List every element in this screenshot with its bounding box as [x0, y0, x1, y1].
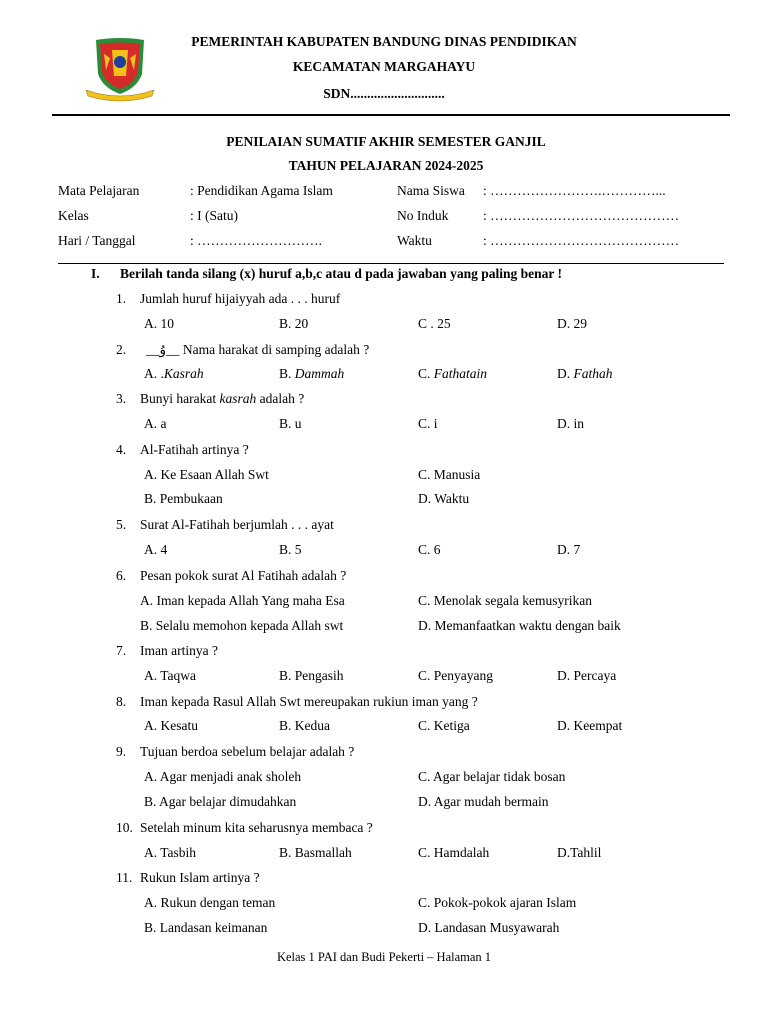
option-c[interactable]: C . 25: [418, 316, 451, 331]
section-instruction: Berilah tanda silang (x) huruf a,b,c atau d pada jawaban yang paling benar !: [120, 266, 562, 281]
option-a[interactable]: A. Taqwa: [144, 668, 197, 683]
date-label: Hari / Tanggal: [58, 233, 136, 248]
option-d[interactable]: D. Waktu: [418, 491, 470, 506]
student-id-label: No Induk: [397, 208, 449, 223]
arabic-harakat: __وُ__: [146, 342, 180, 357]
option-c[interactable]: C. Hamdalah: [418, 845, 490, 860]
section-number: I.: [91, 266, 100, 281]
option-d[interactable]: D. in: [557, 416, 584, 431]
option-a[interactable]: A. a: [144, 416, 167, 431]
student-name-field[interactable]: : …………………….…………...: [483, 183, 666, 198]
option-d[interactable]: D. Fathah: [557, 366, 613, 381]
option-d[interactable]: D. Memanfaatkan waktu dengan baik: [418, 618, 621, 633]
question-text: Bunyi harakat kasrah adalah ?: [140, 391, 305, 406]
exam-title: PENILAIAN SUMATIF AKHIR SEMESTER GANJIL: [226, 134, 546, 149]
option-c[interactable]: C. 6: [418, 542, 441, 557]
question-text: __وُ__ Nama harakat di samping adalah ?: [146, 342, 370, 357]
question-number: 7.: [116, 643, 127, 658]
option-d[interactable]: D. Landasan Musyawarah: [418, 920, 560, 935]
option-a[interactable]: A. Kesatu: [144, 718, 198, 733]
option-b[interactable]: B. Dammah: [279, 366, 345, 381]
question-text: Jumlah huruf hijaiyyah ada . . . huruf: [140, 291, 341, 306]
option-c[interactable]: C. Manusia: [418, 467, 481, 482]
question-number: 4.: [116, 442, 127, 457]
question-text: Al-Fatihah artinya ?: [140, 442, 249, 457]
option-c[interactable]: C. Ketiga: [418, 718, 470, 733]
option-a[interactable]: A. 4: [144, 542, 168, 557]
header-divider: [52, 114, 730, 116]
option-c[interactable]: C. Penyayang: [418, 668, 493, 683]
option-d[interactable]: D. Agar mudah bermain: [418, 794, 549, 809]
time-label: Waktu: [397, 233, 432, 248]
option-b[interactable]: B. Agar belajar dimudahkan: [144, 794, 297, 809]
option-a[interactable]: A. .Kasrah: [144, 366, 204, 381]
question-text: Iman artinya ?: [140, 643, 218, 658]
subject-label: Mata Pelajaran: [58, 183, 140, 198]
student-name-label: Nama Siswa: [397, 183, 465, 198]
option-c[interactable]: C. Fathatain: [418, 366, 488, 381]
option-b[interactable]: B. 20: [279, 316, 309, 331]
option-c[interactable]: C. Pokok-pokok ajaran Islam: [418, 895, 577, 910]
question-text: Setelah minum kita seharusnya membaca ?: [140, 820, 373, 835]
page-footer: Kelas 1 PAI dan Budi Pekerti – Halaman 1: [276, 950, 492, 964]
question-text: Surat Al-Fatihah berjumlah . . . ayat: [140, 517, 334, 532]
header-government: PEMERINTAH KABUPATEN BANDUNG DINAS PENDIDIKAN: [191, 34, 577, 49]
option-b[interactable]: B. Kedua: [279, 718, 330, 733]
option-a[interactable]: A. Agar menjadi anak sholeh: [144, 769, 302, 784]
option-d[interactable]: D.Tahlil: [557, 845, 602, 860]
header-district: KECAMATAN MARGAHAYU: [292, 59, 476, 74]
option-c[interactable]: C. i: [418, 416, 438, 431]
question-text: Tujuan berdoa sebelum belajar adalah ?: [140, 744, 355, 759]
subject-value: : Pendidikan Agama Islam: [190, 183, 333, 198]
option-d[interactable]: D. Percaya: [557, 668, 617, 683]
option-b[interactable]: B. Pengasih: [279, 668, 344, 683]
question-text: Rukun Islam artinya ?: [140, 870, 260, 885]
time-field[interactable]: : ……………………………………: [483, 233, 680, 248]
student-id-field[interactable]: : ……………………………………: [483, 208, 680, 223]
question-number: 9.: [116, 744, 127, 759]
option-b[interactable]: B. Selalu memohon kepada Allah swt: [140, 618, 344, 633]
option-d[interactable]: D. Keempat: [557, 718, 623, 733]
option-b[interactable]: B. 5: [279, 542, 302, 557]
option-b[interactable]: B. Basmallah: [279, 845, 352, 860]
question-text: Pesan pokok surat Al Fatihah adalah ?: [140, 568, 347, 583]
question-number: 8.: [116, 694, 127, 709]
option-c[interactable]: C. Menolak segala kemusyrikan: [418, 593, 592, 608]
question-number: 1.: [116, 291, 127, 306]
class-label: Kelas: [58, 208, 89, 223]
option-b[interactable]: B. u: [279, 416, 302, 431]
option-a[interactable]: A. Iman kepada Allah Yang maha Esa: [140, 593, 345, 608]
academic-year: TAHUN PELAJARAN 2024-2025: [288, 158, 484, 173]
question-number: 11.: [116, 870, 133, 885]
option-c[interactable]: C. Agar belajar tidak bosan: [418, 769, 566, 784]
option-a[interactable]: A. 10: [144, 316, 174, 331]
header-school: SDN............................: [323, 86, 445, 101]
option-a[interactable]: A. Rukun dengan teman: [144, 895, 276, 910]
date-field[interactable]: : ……………………….: [190, 233, 323, 248]
option-a[interactable]: A. Ke Esaan Allah Swt: [144, 467, 269, 482]
class-value: : I (Satu): [190, 208, 238, 223]
question-number: 6.: [116, 568, 127, 583]
question-number: 5.: [116, 517, 127, 532]
option-d[interactable]: D. 7: [557, 542, 581, 557]
question-number: 2.: [116, 342, 127, 357]
option-b[interactable]: B. Landasan keimanan: [144, 920, 268, 935]
question-number: 3.: [116, 391, 127, 406]
info-divider: [58, 263, 724, 264]
option-a[interactable]: A. Tasbih: [144, 845, 197, 860]
question-text: Iman kepada Rasul Allah Swt mereupakan rukiun iman yang ?: [140, 694, 478, 709]
option-d[interactable]: D. 29: [557, 316, 587, 331]
option-b[interactable]: B. Pembukaan: [144, 491, 223, 506]
question-number: 10.: [116, 820, 133, 835]
